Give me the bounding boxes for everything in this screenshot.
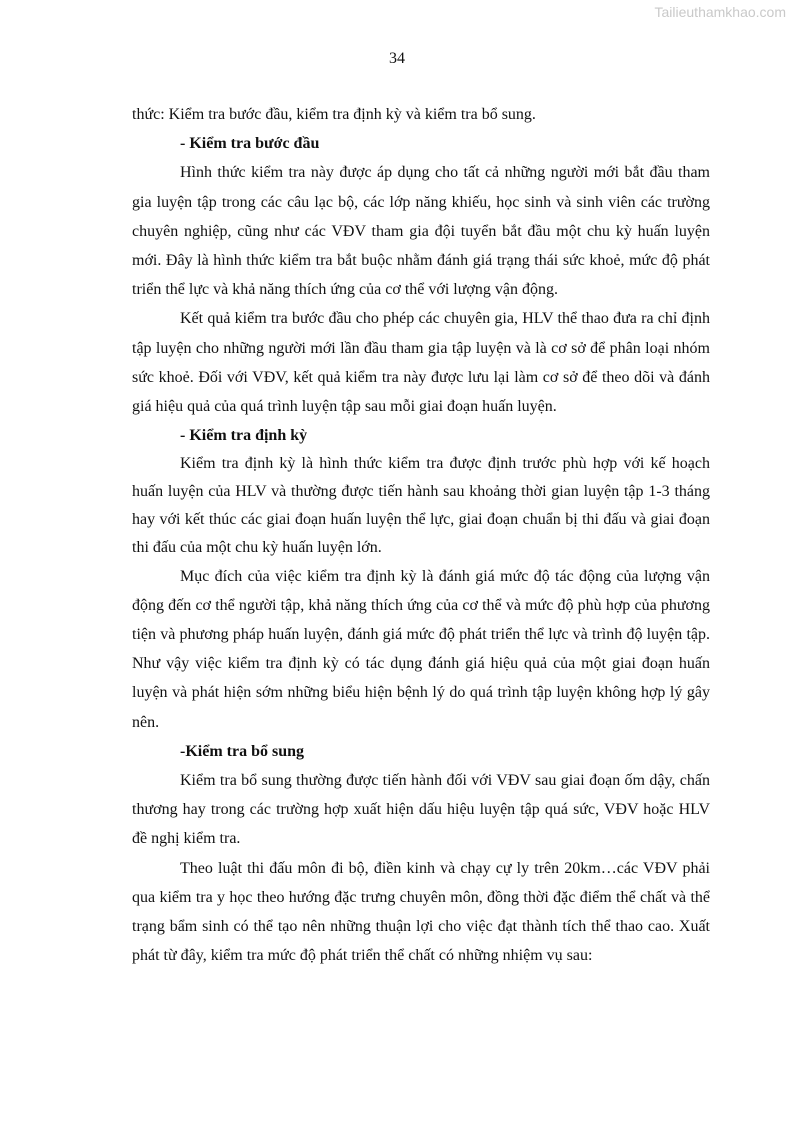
- page-number: 34: [389, 50, 405, 67]
- paragraph-intro: thức: Kiểm tra bước đầu, kiểm tra định kỳ và kiểm tra bổ sung.: [132, 106, 536, 123]
- heading-supplementary-check: -Kiểm tra bổ sung: [180, 742, 304, 760]
- heading-initial-check: - Kiểm tra bước đầu: [180, 135, 320, 153]
- body-text: [132, 100, 710, 970]
- paragraph-periodic-check-purpose: Mục đích của việc kiểm tra định kỳ là đánh giá mức độ tác động của lượng vận động đến cơ thể người tập, khả năng thích ứng của cơ thể và mức độ phù hợp của phương tiện và phương pháp huấn luyện, đánh giá mức độ phát triển thể lực và trình độ luyện tập. Như vậy việc kiểm tra định kỳ có tác dụng đánh giá hiệu quả của một giai đoạn huấn luyện và phát hiện sớm những biểu hiện bệnh lý do quá trình tập luyện không hợp lý gây nên.: [132, 567, 710, 731]
- paragraph-initial-check: Hình thức kiểm tra này được áp dụng cho tất cả những người mới bắt đầu tham gia luyện tập trong các câu lạc bộ, các lớp năng khiếu, học sinh và sinh viên các trường chuyên nghiệp, cũng như các VĐV tham gia đội tuyển bắt đầu một chu kỳ huấn luyện mới. Đây là hình thức kiểm tra bắt buộc nhằm đánh giá trạng thái sức khoẻ, mức độ phát triển thể lực và khả năng thích ứng của cơ thể với lượng vận động.: [132, 164, 710, 299]
- paragraph-periodic-check: Kiểm tra định kỳ là hình thức kiểm tra được định trước phù hợp với kế hoạch huấn luyện của HLV và thường được tiến hành sau khoảng thời gian luyện tập 1-3 tháng hay với kết thúc các giai đoạn huấn luyện thể lực, giai đoạn chuẩn bị thi đấu và giai đoạn thi đấu của một chu kỳ huấn luyện lớn.: [132, 455, 710, 556]
- watermark: Tailieuthamkhao.com: [654, 4, 786, 20]
- paragraph-initial-check-results: Kết quả kiểm tra bước đầu cho phép các chuyên gia, HLV thể thao đưa ra chỉ định tập luyện cho những người mới lần đầu tham gia tập luyện và là cơ sở để phân loại nhóm sức khoẻ. Đối với VĐV, kết quả kiểm tra này được lưu lại làm cơ sở để theo dõi và đánh giá hiệu quả của quá trình luyện tập sau mỗi giai đoạn huấn luyện.: [132, 310, 710, 416]
- paragraph-competition-rules: Theo luật thi đấu môn đi bộ, điền kinh và chạy cự ly trên 20km…các VĐV phải qua kiểm tra y học theo hướng đặc trưng chuyên môn, đồng thời đặc điểm thể chất và thể trạng bẩm sinh có thể tạo nên những thuận lợi cho việc đạt thành tích thể thao cao. Xuất phát từ đây, kiểm tra mức độ phát triển thể chất có những nhiệm vụ sau:: [132, 859, 710, 965]
- heading-periodic-check: - Kiểm tra định kỳ: [180, 427, 308, 445]
- paragraph-supplementary-check: Kiểm tra bổ sung thường được tiến hành đối với VĐV sau giai đoạn ốm dậy, chấn thương hay trong các trường hợp xuất hiện dấu hiệu luyện tập quá sức, VĐV hoặc HLV đề nghị kiểm tra.: [132, 772, 710, 848]
